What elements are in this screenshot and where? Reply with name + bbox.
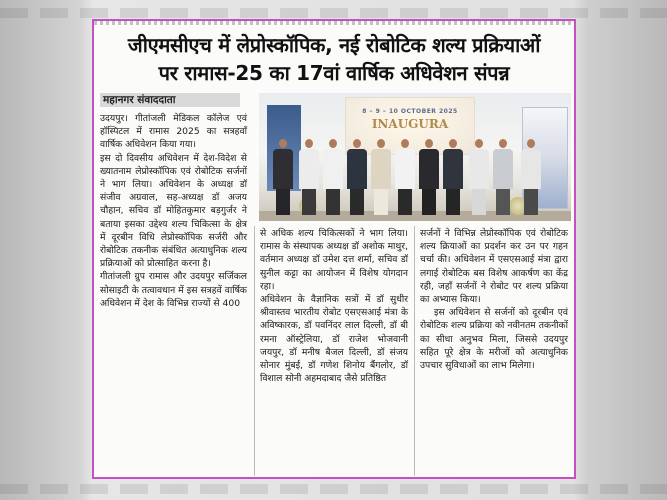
paragraph: इस अधिवेशन से सर्जनों को दूरबीन एवं रोबोटिक शल्य प्रक्रिया को नवीनतम तकनीकों का सीधा अनुभव मिला, जिससे उदयपुर सहित पूरे क्षेत्र के मरीजों को अत्याधुनिक उपचार सुविधाओं का लाभ मिलेगा। xyxy=(420,307,568,372)
blurred-text-line xyxy=(0,8,667,18)
paragraph: उदयपुर। गीतांजली मेडिकल कॉलेज एवं हॉस्पिटल में रामास 2025 का सत्रहवाँ वार्षिक अधिवेशन किया गया। xyxy=(100,113,247,151)
column-divider xyxy=(254,226,255,476)
news-photo xyxy=(259,93,571,221)
banner-date: 8 – 9 – 10 OCTOBER 2025 xyxy=(362,108,458,115)
paragraph: अधिवेशन के वैज्ञानिक सत्रों में डॉ सुधीर श्रीवास्तव भारतीय रोबोट एसएसआई मंत्रा के अविष्कारक, डॉ पवनिंदर लाल दिल्ली, डॉ बी रमना ऑस्ट्रेलिया, डॉ राजेश भोजवानी जयपुर, डॉ मनीष बैजल दिल्ली, डॉ संजय सोनार मुंबई, डॉ गणेश शिनोय बैंगलोर, डॉ विशाल सोनी अहमदाबाद जैसे प्रतिष्ठित xyxy=(260,294,408,385)
person xyxy=(469,139,489,215)
person xyxy=(395,139,415,215)
person xyxy=(493,139,513,215)
person xyxy=(299,139,319,215)
column-divider xyxy=(414,226,415,476)
newspaper-clipping xyxy=(92,19,576,479)
person xyxy=(323,139,343,215)
article-column-1 xyxy=(100,112,247,310)
headline xyxy=(94,31,574,87)
article-column-2 xyxy=(260,227,408,385)
person xyxy=(521,139,541,215)
byline: महानगर संवाददाता xyxy=(100,93,240,107)
person xyxy=(443,139,463,215)
blurred-text-line xyxy=(0,484,667,494)
person xyxy=(347,139,367,215)
person xyxy=(419,139,439,215)
paragraph: गीतांजली ग्रुप रामास और उदयपुर सर्जिकल सोसाइटी के तत्वावधान में इस सत्रहवें वार्षिक अधिवेशन में देश के विभिन्न राज्यों से 400 xyxy=(100,271,247,309)
paragraph: इस दो दिवसीय अधिवेशन में देश-विदेश से ख्यातनाम लेप्रोस्कॉपिक एवं रोबोटिक सर्जनों ने भाग लिया। अधिवेशन के अध्यक्ष डॉ संजीव अग्रवाल, सह-अध्यक्ष डॉ अजय चौहान, सचिव डॉ मोहितकुमार बड़गुर्जर ने बताया इसका उद्देश्य शल्य चिकित्सा के क्षेत्र में दूरबीन विधि लेप्रोस्कॉपिक सर्जरी और रोबोटिक तकनीक संबंधित अत्याधुनिक शल्य प्रक्रियाओं को प्रोत्साहित करना है। xyxy=(100,152,247,270)
paragraph: सर्जनों ने विभिन्न लेप्रोस्कॉपिक एवं रोबोटिक शल्य क्रियाओं का प्रदर्शन कर उन पर गहन चर्चा की। अधिवेशन में एसएसआई मंत्रा द्वारा लगाई रोबोटिक बस विशेष आकर्षण का केंद्र रही, जहाँ सर्जनों ने रोबोट पर शल्य प्रक्रिया का अभ्यास किया। xyxy=(420,228,568,306)
paragraph: से अधिक शल्य चिकित्सकों ने भाग लिया। रामास के संस्थापक अध्यक्ष डॉ अशोक माथुर, वर्तमान अध्यक्ष डॉ उमेश दत्त शर्मा, सचिव डॉ सुनील कट्टा का आयोजन में विशेष योगदान रहा। xyxy=(260,228,408,292)
headline-line-1: जीएमसीएच में लेप्रोस्कॉपिक, नई रोबोटिक शल्य प्रक्रियाओं xyxy=(127,33,541,57)
cut-text-remnant xyxy=(94,21,574,25)
person xyxy=(371,139,391,215)
person xyxy=(273,139,293,215)
headline-line-2: पर रामास-25 का 17वां वार्षिक अधिवेशन संपन्न xyxy=(158,61,510,85)
article-column-3 xyxy=(420,227,568,372)
banner-title: INAUGURA xyxy=(371,117,449,131)
